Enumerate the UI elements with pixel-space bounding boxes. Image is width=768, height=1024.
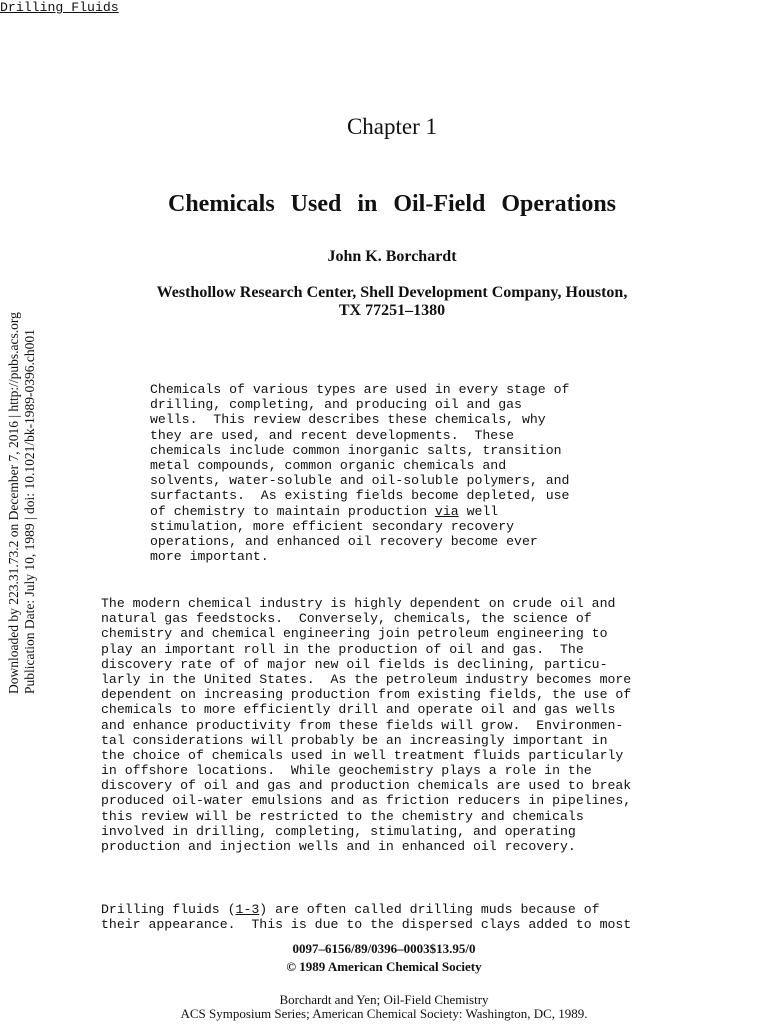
- abstract-line: metal compounds, common organic chemicals and: [150, 457, 507, 473]
- chapter-label: Chapter 1: [346, 114, 438, 139]
- footer-series-citation: ACS Symposium Series; American Chemical Society: Washington, DC, 1989.: [180, 1006, 588, 1021]
- drilling-text: ) are often called drilling muds because of: [259, 902, 600, 917]
- chapter-title: Chemicals Used in Oil-Field Operations: [168, 191, 616, 217]
- body-line: larly in the United States. As the petroleum industry becomes more: [101, 671, 632, 687]
- abstract-line: stimulation, more efficient secondary recovery: [150, 518, 515, 534]
- affiliation-line: Westhollow Research Center, Shell Development Company, Houston,: [156, 284, 628, 301]
- body-paragraph: [101, 596, 631, 854]
- download-side-note: [6, 312, 38, 694]
- body-line: tal considerations will probably be an increasingly important in: [101, 732, 608, 748]
- body-line: dependent on increasing production from existing fields, the use of: [101, 687, 632, 703]
- abstract-line: surfactants. As existing fields become depleted, use: [150, 488, 570, 504]
- abstract-line: drilling, completing, and producing oil and gas: [150, 397, 522, 413]
- drilling-fluids-paragraph: [101, 902, 631, 932]
- underlined-word: via: [434, 503, 459, 519]
- drilling-line: [101, 902, 631, 917]
- body-line: the choice of chemicals used in well treatment fluids particularly: [101, 747, 624, 763]
- footer-copyright: © 1989 American Chemical Society: [286, 959, 482, 974]
- abstract-line: chemicals include common inorganic salts, transition: [150, 442, 562, 458]
- body-line: discovery rate of of major new oil fields is declining, particu-: [101, 656, 608, 672]
- abstract-line: more important.: [150, 549, 269, 565]
- side-note-line: Publication Date: July 10, 1989 | doi: 10.1021/bk-1989-0396.ch001: [22, 329, 37, 694]
- footer-book-citation: Borchardt and Yen; Oil-Field Chemistry: [279, 992, 489, 1007]
- body-line: and enhance productivity from these fields will grow. Environmen-: [101, 717, 624, 733]
- author-name: John K. Borchardt: [327, 248, 457, 265]
- body-line: production and injection wells and in enhanced oil recovery.: [101, 839, 576, 854]
- body-line: chemicals to more efficiently drill and operate oil and gas wells: [101, 702, 616, 718]
- body-line: in offshore locations. While geochemistry plays a role in the: [101, 763, 592, 779]
- side-note-line: Downloaded by 223.31.73.2 on December 7, 2016 | http://pubs.acs.org: [6, 312, 21, 694]
- abstract-line: wells. This review describes these chemicals, why: [150, 412, 546, 428]
- abstract-line: Chemicals of various types are used in every stage of: [150, 382, 570, 397]
- abstract: [150, 382, 569, 564]
- abstract-line: operations, and enhanced oil recovery become ever: [150, 533, 538, 549]
- body-line: natural gas feedstocks. Conversely, chemicals, the science of: [101, 611, 592, 627]
- body-line: produced oil-water emulsions and as friction reducers in pipelines,: [101, 793, 632, 809]
- affiliation-line: TX 77251–1380: [338, 302, 446, 319]
- body-line: this review will be restricted to the chemistry and chemicals: [101, 808, 584, 824]
- drilling-line: their appearance. This is due to the dispersed clays added to most: [101, 917, 632, 933]
- body-line: play an important roll in the production of oil and gas. The: [101, 641, 584, 657]
- abstract-line: they are used, and recent developments. These: [150, 427, 515, 443]
- body-line: chemistry and chemical engineering join petroleum engineering to: [101, 626, 608, 642]
- abstract-line: solvents, water-soluble and oil-soluble polymers, and: [150, 473, 570, 489]
- abstract-line: of chemistry to maintain production via well: [150, 503, 499, 519]
- author-affiliation: [0, 284, 768, 320]
- body-line: The modern chemical industry is highly dependent on crude oil and: [101, 596, 616, 611]
- drilling-text: Drilling fluids (: [101, 902, 236, 917]
- section-heading: Drilling Fluids: [0, 0, 119, 15]
- reference-link[interactable]: 1-3: [235, 902, 260, 917]
- body-line: involved in drilling, completing, stimulating, and operating: [101, 823, 576, 839]
- footer-price-code: 0097–6156/89/0396–0003$13.95/0: [292, 941, 476, 956]
- body-line: discovery of oil and gas and production chemicals are used to break: [101, 778, 632, 794]
